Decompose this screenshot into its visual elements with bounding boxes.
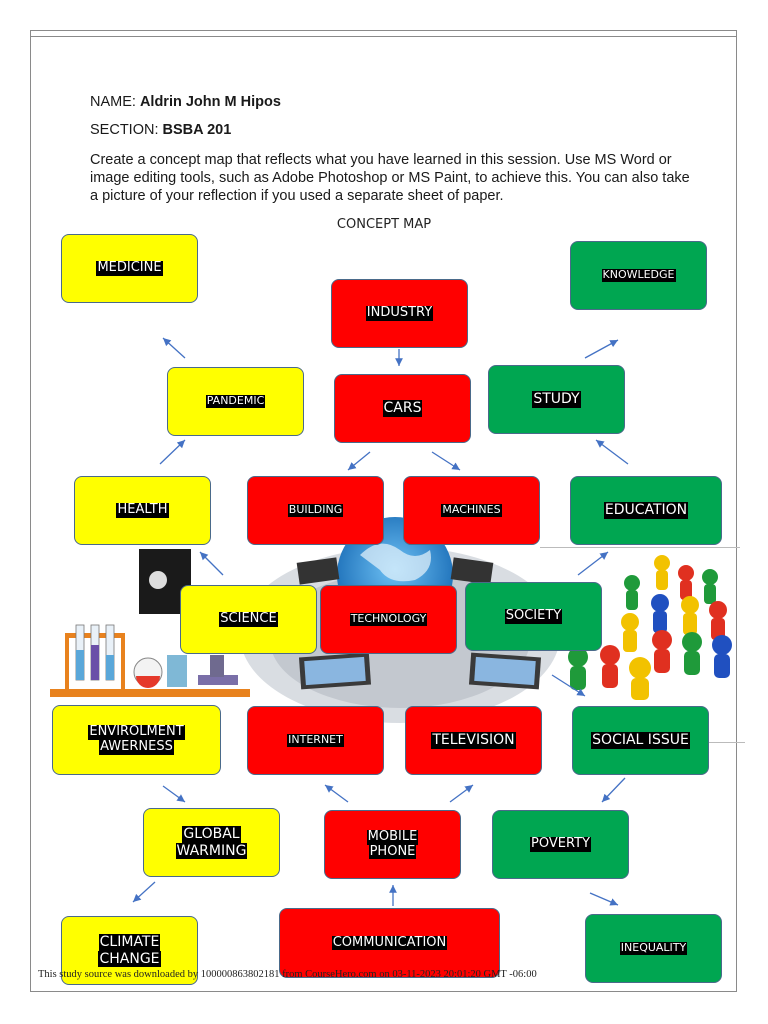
node-building-label: BUILDING [288, 503, 343, 517]
node-mobile-phone [324, 810, 461, 879]
node-study-label: STUDY [533, 391, 580, 408]
node-society-label: SOCIETY [505, 608, 562, 624]
node-global-warming-line1: GLOBAL [183, 826, 240, 843]
node-internet [247, 706, 384, 775]
node-industry-label: INDUSTRY [366, 305, 433, 321]
node-technology-label: TECHNOLOGY [350, 612, 427, 626]
node-global-warming-line2: WARMING [176, 842, 247, 859]
node-environment-awareness-line1: ENVIROLMENT [89, 724, 184, 740]
name-label: NAME: [90, 94, 136, 110]
node-television-label: TELEVISION [432, 732, 515, 749]
node-poverty [492, 810, 629, 879]
node-cars [334, 374, 471, 443]
instructions: Create a concept map that reflects what you have learned in this session. Use MS Word or image editing tools, such as Adobe Photoshop or MS Paint, to achieve this. You can also take a picture of your reflection if you used a separate sheet of paper. [90, 152, 690, 204]
node-knowledge-label: KNOWLEDGE [602, 268, 675, 282]
node-building [247, 476, 384, 545]
node-science-label: SCIENCE [220, 611, 277, 627]
node-study [488, 365, 625, 434]
node-knowledge [570, 241, 707, 310]
node-society [465, 582, 602, 651]
name-value: Aldrin John M Hipos [139, 94, 281, 110]
node-pandemic [167, 367, 304, 436]
section-value: BSBA 201 [162, 122, 232, 138]
node-climate-change-line1: CLIMATE [99, 934, 160, 951]
node-climate-change-line2: CHANGE [99, 950, 160, 967]
node-medicine-label: MEDICINE [97, 260, 162, 276]
node-education [570, 476, 722, 545]
node-mobile-phone-line1: MOBILE [367, 828, 418, 844]
node-television [405, 706, 542, 775]
node-inequality [585, 914, 722, 983]
node-social-issue [572, 706, 709, 775]
node-health-label: HEALTH [117, 502, 168, 518]
section-label: SECTION: [90, 122, 159, 138]
node-machines [403, 476, 540, 545]
concept-map-title: CONCEPT MAP [336, 217, 432, 232]
node-social-issue-label: SOCIAL ISSUE [592, 732, 689, 749]
node-environment-awareness [52, 705, 221, 775]
node-environment-awareness-line2: AWERNESS [100, 739, 173, 754]
node-global-warming [143, 808, 280, 877]
node-internet-label: INTERNET [288, 733, 343, 747]
node-cars-label: CARS [383, 400, 422, 417]
node-inequality-label: INEQUALITY [620, 941, 687, 955]
node-education-label: EDUCATION [604, 502, 688, 519]
node-communication-label: COMMUNICATION [332, 934, 447, 950]
node-pandemic-label: PANDEMIC [206, 394, 265, 408]
node-health [74, 476, 211, 545]
node-industry [331, 279, 468, 348]
node-technology [320, 585, 457, 654]
node-mobile-phone-line2: PHONE [369, 843, 416, 859]
node-machines-label: MACHINES [442, 503, 501, 517]
download-footer: This study source was downloaded by 100000863802181 from CourseHero.com on 03-11-2023 20:01:20 GMT -06:00 [38, 969, 537, 980]
node-medicine [61, 234, 198, 303]
node-poverty-label: POVERTY [531, 836, 590, 852]
node-science [180, 585, 317, 654]
illustration-edge-top [540, 547, 740, 548]
node-communication [279, 908, 500, 978]
